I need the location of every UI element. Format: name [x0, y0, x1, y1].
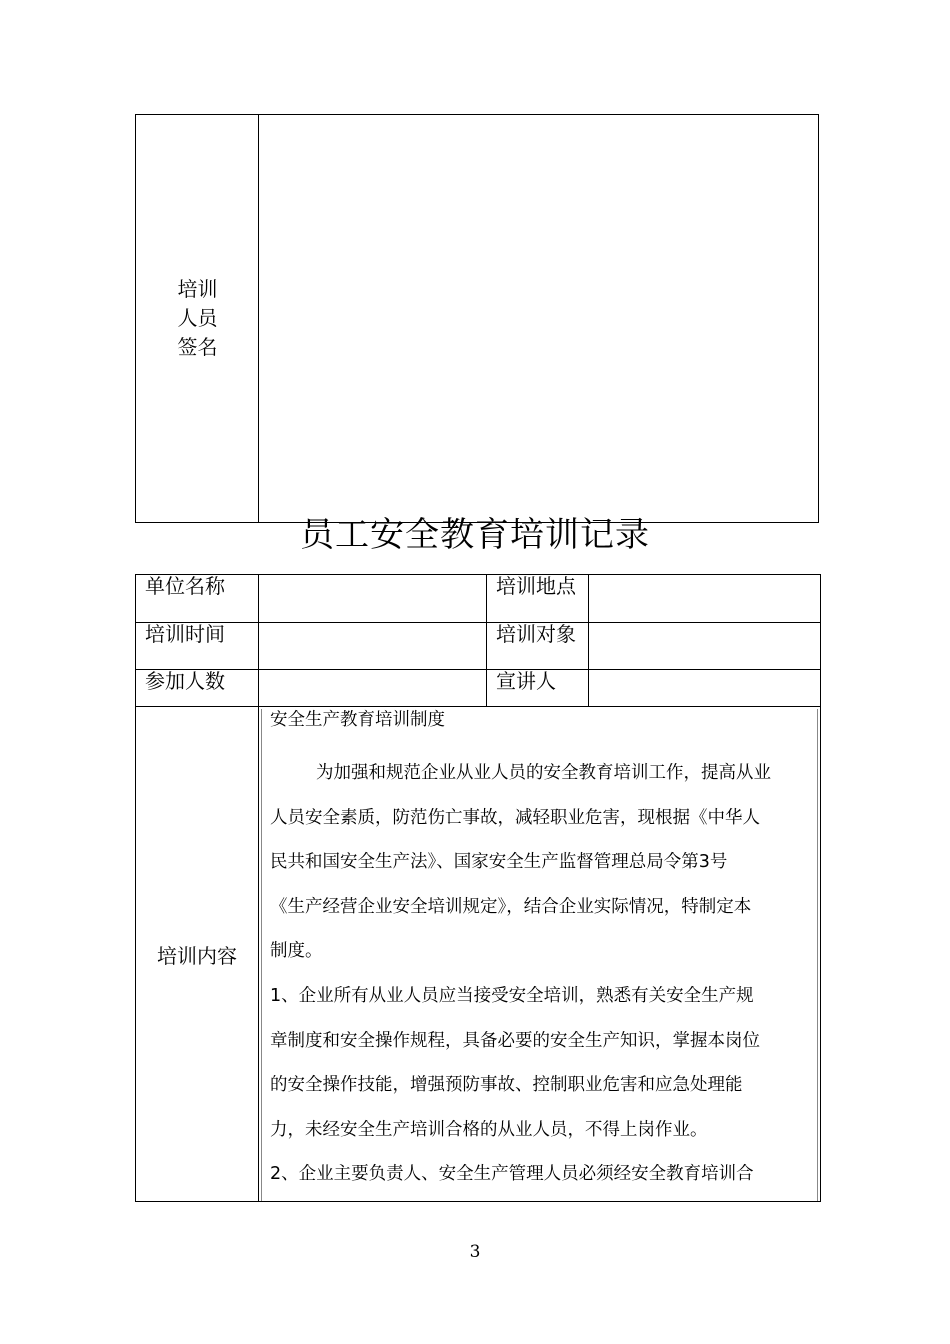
content-line: 制度。: [270, 941, 323, 962]
table-row: [136, 707, 821, 1202]
content-line: 《生产经营企业安全培训规定》，结合企业实际情况，特制定本: [270, 896, 752, 917]
training-content-frame: [261, 709, 818, 1201]
signature-label-cell: [136, 115, 259, 522]
content-line: 民共和国安全生产法》、国家安全生产监督管理总局令第3号: [270, 852, 728, 873]
participants-label: 参加人数: [136, 670, 259, 707]
table-row: [136, 670, 821, 707]
signature-label: [136, 275, 259, 362]
lecturer-field[interactable]: [589, 670, 821, 707]
table-row: [136, 623, 821, 670]
training-target-field[interactable]: [589, 623, 821, 670]
training-target-label: 培训对象: [487, 623, 589, 670]
content-line: 章制度和安全操作规程，具备必要的安全生产知识，掌握本岗位: [270, 1030, 760, 1051]
training-location-field[interactable]: [589, 575, 821, 623]
content-heading: 安全生产教育培训制度: [270, 710, 445, 730]
signature-label-line: 签名: [177, 335, 218, 359]
training-location-label: 培训地点: [487, 575, 589, 623]
unit-name-field[interactable]: [259, 575, 487, 623]
content-line: 的安全操作技能，增强预防事故、控制职业危害和应急处理能: [270, 1075, 743, 1096]
signature-label-line: 人员: [177, 306, 218, 330]
training-time-label: 培训时间: [136, 623, 259, 670]
page-number: 3: [469, 1242, 481, 1262]
training-content-label: 培训内容: [136, 707, 259, 1202]
signature-label-line: 培训: [177, 277, 218, 301]
content-line: 1、企业所有从业人员应当接受安全培训，熟悉有关安全生产规: [270, 985, 754, 1006]
content-line: 人员安全素质，防范伤亡事故，减轻职业危害，现根据《中华人: [270, 807, 760, 828]
content-line: 2、企业主要负责人、安全生产管理人员必须经安全教育培训合: [270, 1164, 754, 1185]
training-content-text: [270, 709, 818, 1197]
participants-field[interactable]: [259, 670, 487, 707]
training-time-field[interactable]: [259, 623, 487, 670]
content-line: 为加强和规范企业从业人员的安全教育培训工作，提高从业: [316, 763, 771, 783]
document-title: 员工安全教育培训记录: [300, 515, 650, 555]
signature-box: [135, 114, 819, 523]
training-content-cell: [259, 707, 821, 1202]
table-row: [136, 575, 821, 623]
content-line: 力，未经安全生产培训合格的从业人员，不得上岗作业。: [270, 1119, 708, 1140]
training-record-table: [135, 574, 821, 1202]
unit-name-label: 单位名称: [136, 575, 259, 623]
lecturer-label: 宣讲人: [487, 670, 589, 707]
